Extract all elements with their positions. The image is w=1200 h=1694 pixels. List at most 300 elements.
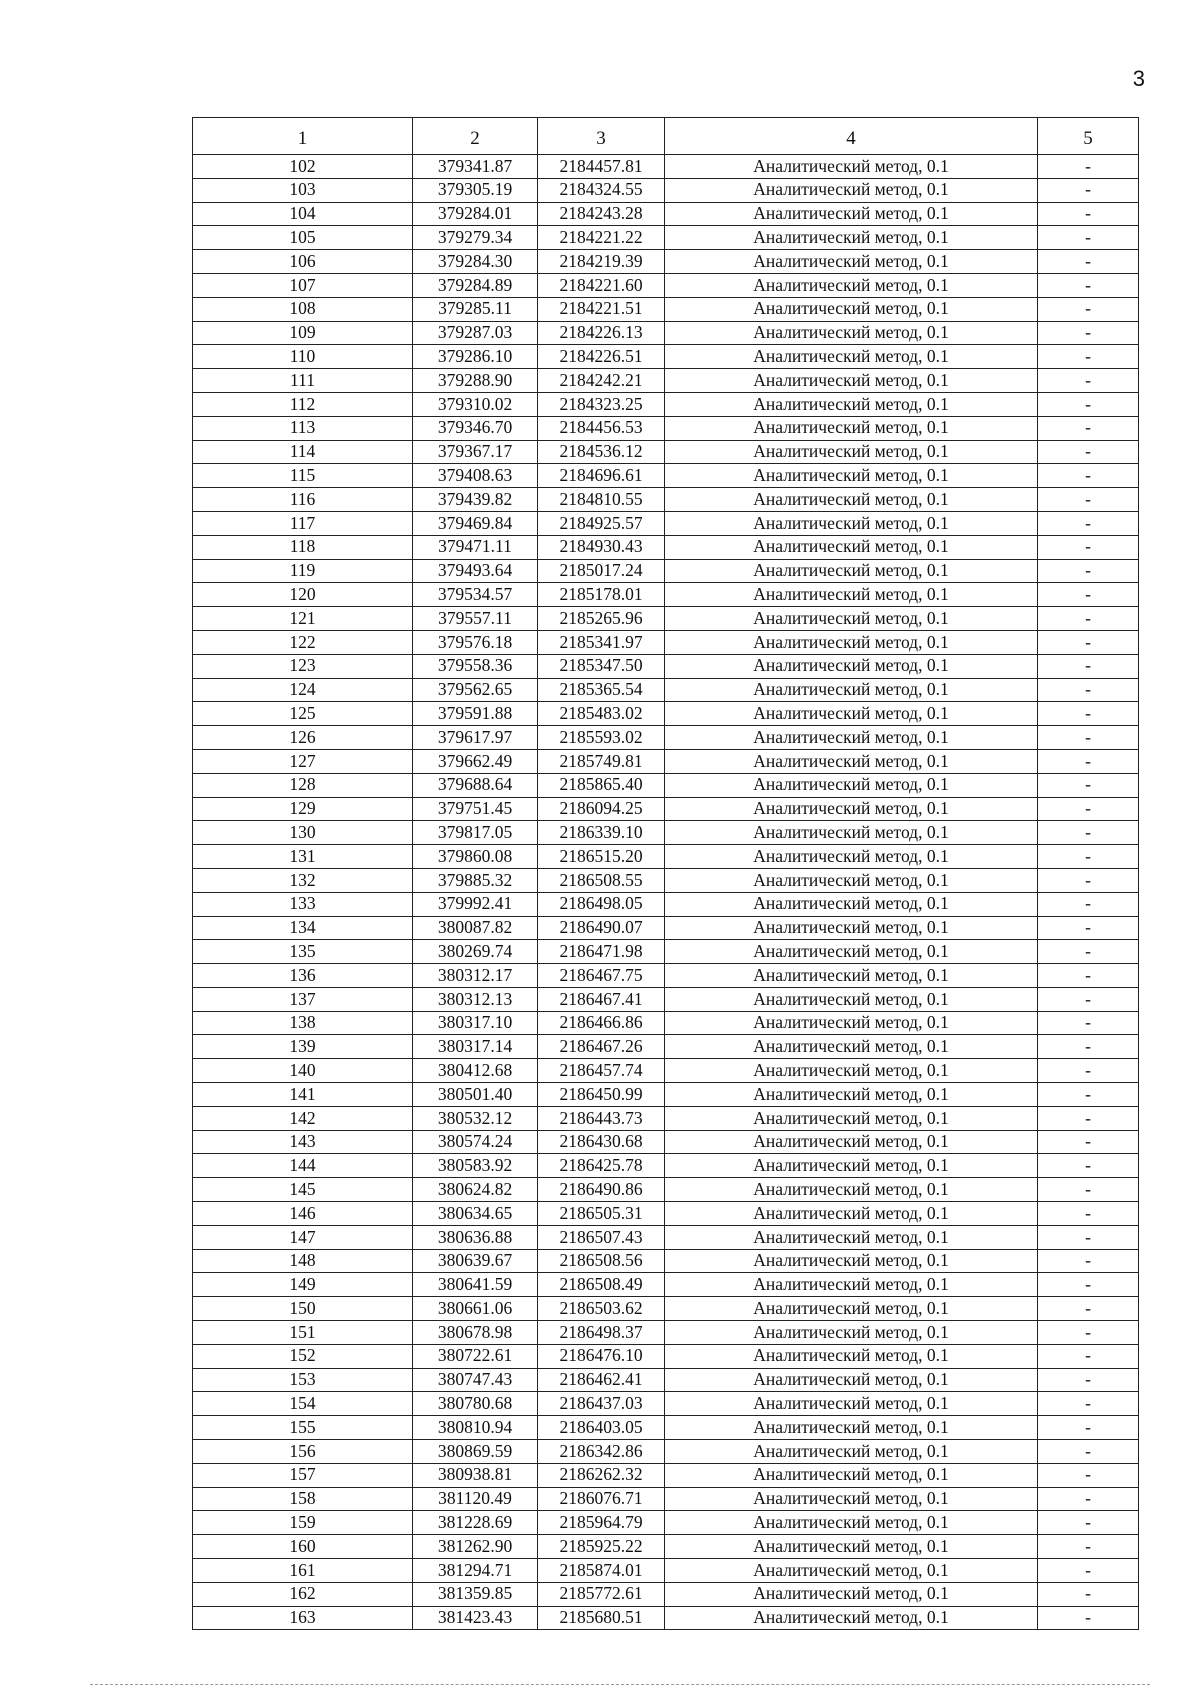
note-cell: - — [1038, 678, 1139, 702]
method-cell: Аналитический метод, 0.1 — [665, 1059, 1038, 1083]
table-row — [193, 1440, 1139, 1464]
point-number-cell: 109 — [193, 321, 413, 345]
x-coordinate-cell: 380636.88 — [413, 1225, 538, 1249]
method-cell: Аналитический метод, 0.1 — [665, 250, 1038, 274]
method-cell: Аналитический метод, 0.1 — [665, 1368, 1038, 1392]
table-row — [193, 369, 1139, 393]
note-cell: - — [1038, 1154, 1139, 1178]
y-coordinate-cell: 2186462.41 — [538, 1368, 665, 1392]
x-coordinate-cell: 379688.64 — [413, 773, 538, 797]
method-cell: Аналитический метод, 0.1 — [665, 702, 1038, 726]
method-cell: Аналитический метод, 0.1 — [665, 1011, 1038, 1035]
note-cell: - — [1038, 202, 1139, 226]
coordinates-table — [192, 117, 1139, 1630]
note-cell: - — [1038, 226, 1139, 250]
method-cell: Аналитический метод, 0.1 — [665, 987, 1038, 1011]
table-row — [193, 654, 1139, 678]
y-coordinate-cell: 2184221.51 — [538, 297, 665, 321]
point-number-cell: 132 — [193, 868, 413, 892]
point-number-cell: 135 — [193, 940, 413, 964]
method-cell: Аналитический метод, 0.1 — [665, 940, 1038, 964]
column-header-3: 3 — [538, 118, 665, 155]
y-coordinate-cell: 2185341.97 — [538, 630, 665, 654]
point-number-cell: 147 — [193, 1225, 413, 1249]
method-cell: Аналитический метод, 0.1 — [665, 1559, 1038, 1583]
x-coordinate-cell: 380574.24 — [413, 1130, 538, 1154]
point-number-cell: 123 — [193, 654, 413, 678]
table-row — [193, 535, 1139, 559]
method-cell: Аналитический метод, 0.1 — [665, 1440, 1038, 1464]
method-cell: Аналитический метод, 0.1 — [665, 155, 1038, 179]
note-cell: - — [1038, 1130, 1139, 1154]
y-coordinate-cell: 2186425.78 — [538, 1154, 665, 1178]
table-row — [193, 1321, 1139, 1345]
x-coordinate-cell: 380747.43 — [413, 1368, 538, 1392]
note-cell: - — [1038, 369, 1139, 393]
y-coordinate-cell: 2186339.10 — [538, 821, 665, 845]
note-cell: - — [1038, 559, 1139, 583]
table-row — [193, 630, 1139, 654]
y-coordinate-cell: 2184810.55 — [538, 488, 665, 512]
y-coordinate-cell: 2186498.05 — [538, 892, 665, 916]
column-header-5: 5 — [1038, 118, 1139, 155]
method-cell: Аналитический метод, 0.1 — [665, 845, 1038, 869]
point-number-cell: 110 — [193, 345, 413, 369]
table-row — [193, 559, 1139, 583]
method-cell: Аналитический метод, 0.1 — [665, 416, 1038, 440]
y-coordinate-cell: 2184536.12 — [538, 440, 665, 464]
x-coordinate-cell: 380641.59 — [413, 1273, 538, 1297]
y-coordinate-cell: 2184930.43 — [538, 535, 665, 559]
table-header-row — [193, 118, 1139, 155]
x-coordinate-cell: 379562.65 — [413, 678, 538, 702]
point-number-cell: 138 — [193, 1011, 413, 1035]
x-coordinate-cell: 380639.67 — [413, 1249, 538, 1273]
x-coordinate-cell: 379341.87 — [413, 155, 538, 179]
note-cell: - — [1038, 1511, 1139, 1535]
point-number-cell: 154 — [193, 1392, 413, 1416]
y-coordinate-cell: 2186262.32 — [538, 1463, 665, 1487]
y-coordinate-cell: 2186476.10 — [538, 1344, 665, 1368]
note-cell: - — [1038, 1606, 1139, 1630]
y-coordinate-cell: 2185347.50 — [538, 654, 665, 678]
method-cell: Аналитический метод, 0.1 — [665, 178, 1038, 202]
x-coordinate-cell: 380938.81 — [413, 1463, 538, 1487]
note-cell: - — [1038, 1559, 1139, 1583]
note-cell: - — [1038, 1440, 1139, 1464]
point-number-cell: 143 — [193, 1130, 413, 1154]
x-coordinate-cell: 379558.36 — [413, 654, 538, 678]
point-number-cell: 151 — [193, 1321, 413, 1345]
page-number: 3 — [1132, 66, 1145, 91]
x-coordinate-cell: 379284.30 — [413, 250, 538, 274]
method-cell: Аналитический метод, 0.1 — [665, 226, 1038, 250]
point-number-cell: 104 — [193, 202, 413, 226]
note-cell: - — [1038, 1202, 1139, 1226]
note-cell: - — [1038, 868, 1139, 892]
x-coordinate-cell: 380269.74 — [413, 940, 538, 964]
table-row — [193, 1106, 1139, 1130]
method-cell: Аналитический метод, 0.1 — [665, 654, 1038, 678]
point-number-cell: 111 — [193, 369, 413, 393]
point-number-cell: 113 — [193, 416, 413, 440]
table-row — [193, 1083, 1139, 1107]
y-coordinate-cell: 2185265.96 — [538, 607, 665, 631]
method-cell: Аналитический метод, 0.1 — [665, 1178, 1038, 1202]
note-cell: - — [1038, 583, 1139, 607]
y-coordinate-cell: 2184324.55 — [538, 178, 665, 202]
note-cell: - — [1038, 345, 1139, 369]
x-coordinate-cell: 381262.90 — [413, 1535, 538, 1559]
x-coordinate-cell: 379439.82 — [413, 488, 538, 512]
y-coordinate-cell: 2186507.43 — [538, 1225, 665, 1249]
method-cell: Аналитический метод, 0.1 — [665, 749, 1038, 773]
y-coordinate-cell: 2186457.74 — [538, 1059, 665, 1083]
method-cell: Аналитический метод, 0.1 — [665, 1321, 1038, 1345]
x-coordinate-cell: 379992.41 — [413, 892, 538, 916]
table-row — [193, 321, 1139, 345]
table-row — [193, 892, 1139, 916]
point-number-cell: 102 — [193, 155, 413, 179]
point-number-cell: 119 — [193, 559, 413, 583]
y-coordinate-cell: 2186467.75 — [538, 964, 665, 988]
point-number-cell: 120 — [193, 583, 413, 607]
point-number-cell: 107 — [193, 273, 413, 297]
point-number-cell: 117 — [193, 511, 413, 535]
note-cell: - — [1038, 464, 1139, 488]
note-cell: - — [1038, 392, 1139, 416]
method-cell: Аналитический метод, 0.1 — [665, 1463, 1038, 1487]
x-coordinate-cell: 379285.11 — [413, 297, 538, 321]
table-row — [193, 749, 1139, 773]
method-cell: Аналитический метод, 0.1 — [665, 273, 1038, 297]
x-coordinate-cell: 381359.85 — [413, 1582, 538, 1606]
table-row — [193, 1511, 1139, 1535]
y-coordinate-cell: 2186342.86 — [538, 1440, 665, 1464]
table-row — [193, 1368, 1139, 1392]
x-coordinate-cell: 379346.70 — [413, 416, 538, 440]
method-cell: Аналитический метод, 0.1 — [665, 202, 1038, 226]
y-coordinate-cell: 2186508.49 — [538, 1273, 665, 1297]
y-coordinate-cell: 2184696.61 — [538, 464, 665, 488]
y-coordinate-cell: 2185593.02 — [538, 726, 665, 750]
y-coordinate-cell: 2185925.22 — [538, 1535, 665, 1559]
note-cell: - — [1038, 155, 1139, 179]
method-cell: Аналитический метод, 0.1 — [665, 1083, 1038, 1107]
point-number-cell: 134 — [193, 916, 413, 940]
x-coordinate-cell: 379279.34 — [413, 226, 538, 250]
x-coordinate-cell: 380532.12 — [413, 1106, 538, 1130]
y-coordinate-cell: 2184226.51 — [538, 345, 665, 369]
table-row — [193, 202, 1139, 226]
table-row — [193, 511, 1139, 535]
note-cell: - — [1038, 1344, 1139, 1368]
y-coordinate-cell: 2184221.60 — [538, 273, 665, 297]
table-row — [193, 1463, 1139, 1487]
method-cell: Аналитический метод, 0.1 — [665, 678, 1038, 702]
note-cell: - — [1038, 1011, 1139, 1035]
method-cell: Аналитический метод, 0.1 — [665, 1202, 1038, 1226]
point-number-cell: 144 — [193, 1154, 413, 1178]
x-coordinate-cell: 380634.65 — [413, 1202, 538, 1226]
x-coordinate-cell: 380661.06 — [413, 1297, 538, 1321]
x-coordinate-cell: 380869.59 — [413, 1440, 538, 1464]
x-coordinate-cell: 380583.92 — [413, 1154, 538, 1178]
y-coordinate-cell: 2186466.86 — [538, 1011, 665, 1035]
table-row — [193, 987, 1139, 1011]
point-number-cell: 152 — [193, 1344, 413, 1368]
method-cell: Аналитический метод, 0.1 — [665, 1249, 1038, 1273]
x-coordinate-cell: 379534.57 — [413, 583, 538, 607]
table-row — [193, 583, 1139, 607]
y-coordinate-cell: 2186498.37 — [538, 1321, 665, 1345]
point-number-cell: 137 — [193, 987, 413, 1011]
table-row — [193, 1559, 1139, 1583]
point-number-cell: 108 — [193, 297, 413, 321]
point-number-cell: 149 — [193, 1273, 413, 1297]
x-coordinate-cell: 379367.17 — [413, 440, 538, 464]
column-header-4: 4 — [665, 118, 1038, 155]
table-row — [193, 821, 1139, 845]
method-cell: Аналитический метод, 0.1 — [665, 892, 1038, 916]
y-coordinate-cell: 2184456.53 — [538, 416, 665, 440]
x-coordinate-cell: 381423.43 — [413, 1606, 538, 1630]
note-cell: - — [1038, 1582, 1139, 1606]
y-coordinate-cell: 2185874.01 — [538, 1559, 665, 1583]
table-row — [193, 964, 1139, 988]
point-number-cell: 153 — [193, 1368, 413, 1392]
point-number-cell: 139 — [193, 1035, 413, 1059]
method-cell: Аналитический метод, 0.1 — [665, 1392, 1038, 1416]
y-coordinate-cell: 2185865.40 — [538, 773, 665, 797]
y-coordinate-cell: 2185365.54 — [538, 678, 665, 702]
point-number-cell: 127 — [193, 749, 413, 773]
point-number-cell: 122 — [193, 630, 413, 654]
y-coordinate-cell: 2186430.68 — [538, 1130, 665, 1154]
table-row — [193, 1392, 1139, 1416]
method-cell: Аналитический метод, 0.1 — [665, 1416, 1038, 1440]
x-coordinate-cell: 380317.14 — [413, 1035, 538, 1059]
y-coordinate-cell: 2185680.51 — [538, 1606, 665, 1630]
method-cell: Аналитический метод, 0.1 — [665, 773, 1038, 797]
x-coordinate-cell: 380317.10 — [413, 1011, 538, 1035]
y-coordinate-cell: 2185483.02 — [538, 702, 665, 726]
x-coordinate-cell: 379885.32 — [413, 868, 538, 892]
point-number-cell: 142 — [193, 1106, 413, 1130]
note-cell: - — [1038, 1225, 1139, 1249]
point-number-cell: 105 — [193, 226, 413, 250]
note-cell: - — [1038, 1416, 1139, 1440]
table-row — [193, 1249, 1139, 1273]
table-row — [193, 392, 1139, 416]
y-coordinate-cell: 2186503.62 — [538, 1297, 665, 1321]
note-cell: - — [1038, 297, 1139, 321]
table-row — [193, 773, 1139, 797]
point-number-cell: 124 — [193, 678, 413, 702]
table-row — [193, 797, 1139, 821]
y-coordinate-cell: 2186450.99 — [538, 1083, 665, 1107]
note-cell: - — [1038, 702, 1139, 726]
x-coordinate-cell: 379284.89 — [413, 273, 538, 297]
note-cell: - — [1038, 535, 1139, 559]
table-row — [193, 1059, 1139, 1083]
point-number-cell: 130 — [193, 821, 413, 845]
method-cell: Аналитический метод, 0.1 — [665, 392, 1038, 416]
x-coordinate-cell: 380678.98 — [413, 1321, 538, 1345]
x-coordinate-cell: 379286.10 — [413, 345, 538, 369]
x-coordinate-cell: 379305.19 — [413, 178, 538, 202]
point-number-cell: 148 — [193, 1249, 413, 1273]
table-row — [193, 916, 1139, 940]
y-coordinate-cell: 2184221.22 — [538, 226, 665, 250]
note-cell: - — [1038, 416, 1139, 440]
method-cell: Аналитический метод, 0.1 — [665, 559, 1038, 583]
note-cell: - — [1038, 797, 1139, 821]
table-row — [193, 1202, 1139, 1226]
note-cell: - — [1038, 1487, 1139, 1511]
x-coordinate-cell: 380624.82 — [413, 1178, 538, 1202]
point-number-cell: 150 — [193, 1297, 413, 1321]
y-coordinate-cell: 2185964.79 — [538, 1511, 665, 1535]
x-coordinate-cell: 379662.49 — [413, 749, 538, 773]
y-coordinate-cell: 2186515.20 — [538, 845, 665, 869]
point-number-cell: 146 — [193, 1202, 413, 1226]
point-number-cell: 140 — [193, 1059, 413, 1083]
point-number-cell: 118 — [193, 535, 413, 559]
table-row — [193, 1344, 1139, 1368]
point-number-cell: 160 — [193, 1535, 413, 1559]
x-coordinate-cell: 380722.61 — [413, 1344, 538, 1368]
y-coordinate-cell: 2185772.61 — [538, 1582, 665, 1606]
note-cell: - — [1038, 1463, 1139, 1487]
table-row — [193, 226, 1139, 250]
table-row — [193, 464, 1139, 488]
note-cell: - — [1038, 1535, 1139, 1559]
note-cell: - — [1038, 654, 1139, 678]
point-number-cell: 162 — [193, 1582, 413, 1606]
table-row — [193, 1178, 1139, 1202]
table-row — [193, 1297, 1139, 1321]
y-coordinate-cell: 2186467.41 — [538, 987, 665, 1011]
y-coordinate-cell: 2185178.01 — [538, 583, 665, 607]
point-number-cell: 136 — [193, 964, 413, 988]
y-coordinate-cell: 2184323.25 — [538, 392, 665, 416]
y-coordinate-cell: 2185749.81 — [538, 749, 665, 773]
note-cell: - — [1038, 1083, 1139, 1107]
method-cell: Аналитический метод, 0.1 — [665, 369, 1038, 393]
table-row — [193, 178, 1139, 202]
x-coordinate-cell: 380312.13 — [413, 987, 538, 1011]
method-cell: Аналитический метод, 0.1 — [665, 1154, 1038, 1178]
note-cell: - — [1038, 1392, 1139, 1416]
note-cell: - — [1038, 845, 1139, 869]
table-row — [193, 607, 1139, 631]
note-cell: - — [1038, 511, 1139, 535]
point-number-cell: 106 — [193, 250, 413, 274]
y-coordinate-cell: 2184226.13 — [538, 321, 665, 345]
table-row — [193, 1130, 1139, 1154]
point-number-cell: 129 — [193, 797, 413, 821]
y-coordinate-cell: 2184242.21 — [538, 369, 665, 393]
y-coordinate-cell: 2184243.28 — [538, 202, 665, 226]
note-cell: - — [1038, 916, 1139, 940]
table-row — [193, 1487, 1139, 1511]
point-number-cell: 103 — [193, 178, 413, 202]
note-cell: - — [1038, 607, 1139, 631]
note-cell: - — [1038, 749, 1139, 773]
note-cell: - — [1038, 987, 1139, 1011]
x-coordinate-cell: 379617.97 — [413, 726, 538, 750]
table-row — [193, 1535, 1139, 1559]
y-coordinate-cell: 2184925.57 — [538, 511, 665, 535]
table-row — [193, 1225, 1139, 1249]
note-cell: - — [1038, 321, 1139, 345]
note-cell: - — [1038, 1321, 1139, 1345]
method-cell: Аналитический метод, 0.1 — [665, 797, 1038, 821]
note-cell: - — [1038, 1297, 1139, 1321]
y-coordinate-cell: 2186076.71 — [538, 1487, 665, 1511]
table-row — [193, 297, 1139, 321]
note-cell: - — [1038, 1106, 1139, 1130]
note-cell: - — [1038, 488, 1139, 512]
table-row — [193, 702, 1139, 726]
table-row — [193, 868, 1139, 892]
point-number-cell: 115 — [193, 464, 413, 488]
note-cell: - — [1038, 1035, 1139, 1059]
method-cell: Аналитический метод, 0.1 — [665, 440, 1038, 464]
x-coordinate-cell: 379310.02 — [413, 392, 538, 416]
y-coordinate-cell: 2186508.56 — [538, 1249, 665, 1273]
point-number-cell: 126 — [193, 726, 413, 750]
page-bottom-rule — [90, 1684, 1150, 1685]
x-coordinate-cell: 379591.88 — [413, 702, 538, 726]
method-cell: Аналитический метод, 0.1 — [665, 583, 1038, 607]
table-row — [193, 488, 1139, 512]
note-cell: - — [1038, 273, 1139, 297]
table-row — [193, 940, 1139, 964]
note-cell: - — [1038, 1273, 1139, 1297]
point-number-cell: 161 — [193, 1559, 413, 1583]
point-number-cell: 121 — [193, 607, 413, 631]
y-coordinate-cell: 2186490.07 — [538, 916, 665, 940]
table-row — [193, 273, 1139, 297]
x-coordinate-cell: 381120.49 — [413, 1487, 538, 1511]
table-row — [193, 345, 1139, 369]
table-row — [193, 1416, 1139, 1440]
method-cell: Аналитический метод, 0.1 — [665, 1535, 1038, 1559]
point-number-cell: 163 — [193, 1606, 413, 1630]
y-coordinate-cell: 2184457.81 — [538, 155, 665, 179]
method-cell: Аналитический метод, 0.1 — [665, 1344, 1038, 1368]
y-coordinate-cell: 2186094.25 — [538, 797, 665, 821]
point-number-cell: 116 — [193, 488, 413, 512]
table-row — [193, 416, 1139, 440]
y-coordinate-cell: 2186505.31 — [538, 1202, 665, 1226]
x-coordinate-cell: 380087.82 — [413, 916, 538, 940]
y-coordinate-cell: 2186508.55 — [538, 868, 665, 892]
method-cell: Аналитический метод, 0.1 — [665, 535, 1038, 559]
point-number-cell: 133 — [193, 892, 413, 916]
x-coordinate-cell: 379284.01 — [413, 202, 538, 226]
column-header-1: 1 — [193, 118, 413, 155]
table-row — [193, 1273, 1139, 1297]
method-cell: Аналитический метод, 0.1 — [665, 1606, 1038, 1630]
method-cell: Аналитический метод, 0.1 — [665, 726, 1038, 750]
x-coordinate-cell: 379860.08 — [413, 845, 538, 869]
x-coordinate-cell: 379576.18 — [413, 630, 538, 654]
note-cell: - — [1038, 964, 1139, 988]
point-number-cell: 128 — [193, 773, 413, 797]
